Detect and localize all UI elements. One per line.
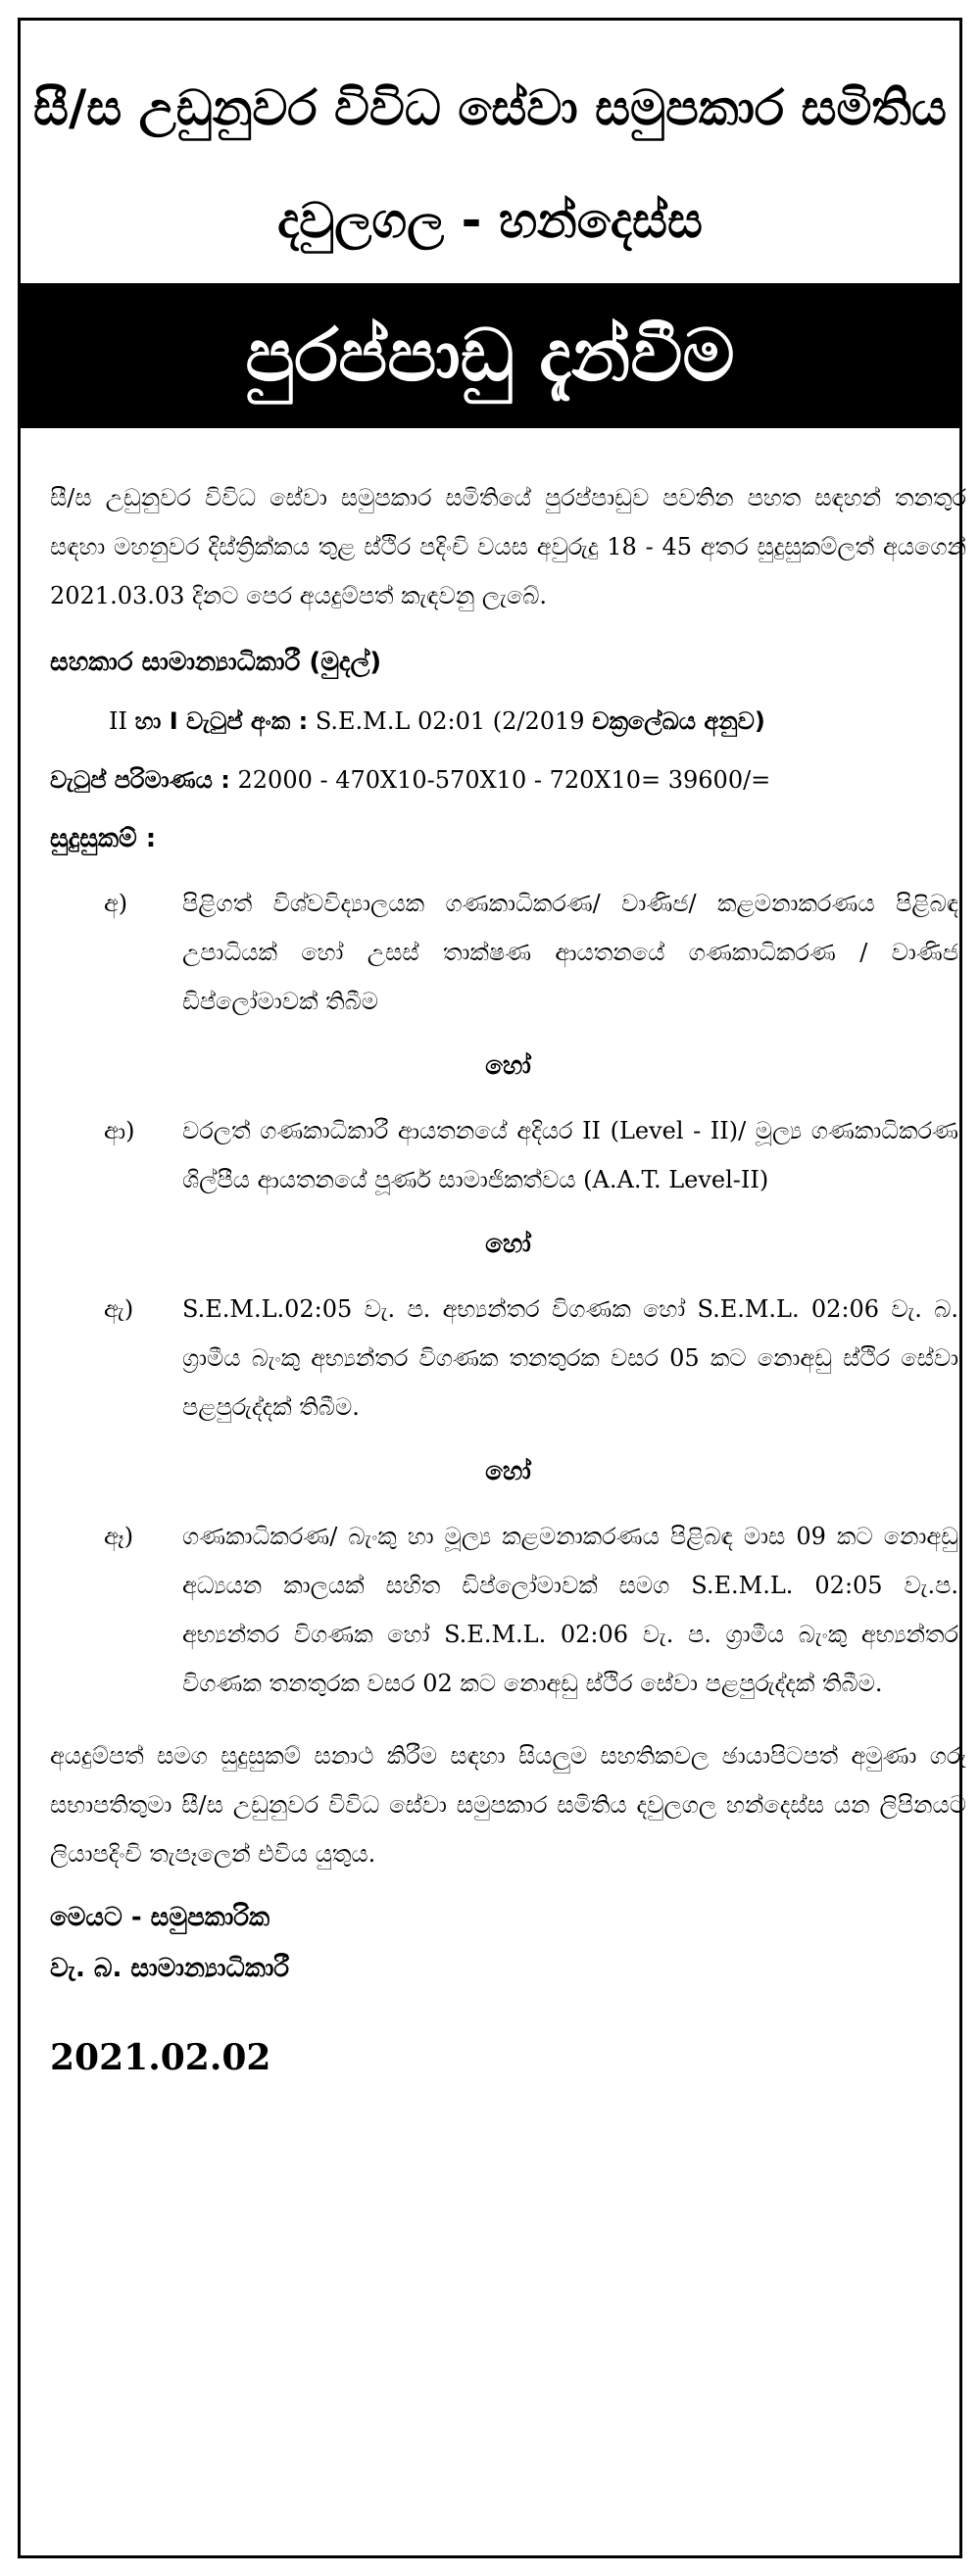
salary-label: වැටුප් පරිමාණය : <box>50 766 230 794</box>
qualification-text: පිළිගත් විශ්වවිද්‍යාලයක ගණකාධිකරණ/ වාණිජ/ කළමනාකරණය පිළිබඳ උපාධියක් හෝ උසස් තාක්ෂණ ආයතනයේ ගණකාධිකරණ / වාණිජ ඩිප්ලෝමාවක් තිබීම <box>182 890 958 1015</box>
qualification-item <box>50 1285 966 1432</box>
position-title: සහකාර සාමාන්‍යාධිකාරී (මුදල්) <box>50 648 382 677</box>
circular-note: චක්‍රලේඛය අනුව) <box>592 707 765 735</box>
notice-body <box>50 473 966 2082</box>
closing-paragraph: අයදුම්පත් සමග සුදුසුකම් සනාථ කිරීම සඳහා සියලුම සහතිකවල ඡායාපිටපත් අමුණා ගරු සභාපතිතුමා සී/ස උඩුනුවර විවිධ සේවා සමුපකාර සමිතිය දවුලගල හන්දෙස්ස යන ලිපිනයට ලියාපදිංචි තැපෑලෙන් එවිය යුතුය. <box>50 1742 966 1868</box>
qualification-item <box>50 1512 966 1708</box>
or-separator: හෝ <box>485 1457 531 1486</box>
qualification-text: ගණකාධිකරණ/ බැංකු හා මූල්‍ය කළමනාකරණය පිළිබඳ මාස 09 කට නොඅඩු අධ්‍යයන කාලයක් සහිත ඩිප්ලෝමාවක් සමග S.E.M.L. 02:05 වැ.ප. අභ්‍යන්තර විගණක හෝ S.E.M.L. 02:06 වැ. ප. ග්‍රාමීය බැංකු අභ්‍යන්තර විගණක තනතුරක වසර 02 කට නොඅඩු ස්ථිර සේවා පළපුරුද්දක් තිබීම. <box>182 1523 958 1697</box>
qualifications-heading: සුදුසුකම් : <box>50 824 157 853</box>
grade-label: හා I වැටුප් අංක : <box>134 707 309 735</box>
notice-frame <box>18 18 966 2558</box>
qualification-marker: අ) <box>104 890 128 917</box>
grade-value: S.E.M.L 02:01 (2/2019 <box>315 707 585 735</box>
salary-code-row <box>50 697 966 746</box>
notice-date: 2021.02.02 <box>50 2037 271 2078</box>
intro-paragraph: සී/ස උඩුනුවර විවිධ සේවා සමුපකාර සමිතියේ පුරප්පාඩුව පවතින පහත සඳහන් තනතුර සඳහා මහනුවර දිස්ත්‍රික්කය තුළ ස්ථිර පදිංචි වයස අවුරුදු 18 - 45 අතර සුදුසුකම්ලත් අයගෙන් 2021.03.03 දිනට පෙර අයදුම්පත් කැඳවනු ලැබේ. <box>50 484 966 609</box>
signature-line-2: වැ. බ. සාමාන්‍යාධිකාරී <box>50 1954 290 1983</box>
notice-title-banner <box>21 283 959 428</box>
salary-scale-row <box>50 755 966 804</box>
or-separator: හෝ <box>485 1230 531 1259</box>
qualification-text: වරලත් ගණකාධිකාරී ආයතනයේ අදියර II (Level - II)/ මූල්‍ය ගණකාධිකරණ ශිල්පීය ආයතනයේ පූර්ණ සාමාජිකත්වය (A.A.T. Level-II) <box>182 1117 958 1193</box>
signature-line-1: මෙයට - සමුපකාරික <box>50 1903 270 1932</box>
qualification-marker: ආ) <box>104 1117 135 1144</box>
notice-title: පුරප්පාඩු දැන්වීම <box>245 314 735 398</box>
salary-value: 22000 - 470X10-570X10 - 720X10= 39600/= <box>237 766 771 794</box>
location-name: දවුලගල - හන්දෙස්ස <box>277 192 703 249</box>
grade-prefix: II <box>109 707 127 735</box>
organization-name: සී/ස උඩුනුවර විවිධ සේවා සමුපකාර සමිතිය <box>33 79 947 136</box>
qualification-item <box>50 879 966 1026</box>
qualification-text: S.E.M.L.02:05 වැ. ප. අභ්‍යන්තර විගණක හෝ S.E.M.L. 02:06 වැ. බ. ග්‍රාමීය බැංකු අභ්‍යන්තර විගණක තනතුරක වසර 05 කට නොඅඩු ස්ථිර සේවා පළපුරුද්දක් තිබීම. <box>182 1295 958 1421</box>
qualification-marker: ඈ) <box>104 1523 134 1550</box>
qualification-item <box>50 1106 966 1204</box>
or-separator: හෝ <box>485 1051 531 1081</box>
qualification-marker: ඇ) <box>104 1295 134 1323</box>
